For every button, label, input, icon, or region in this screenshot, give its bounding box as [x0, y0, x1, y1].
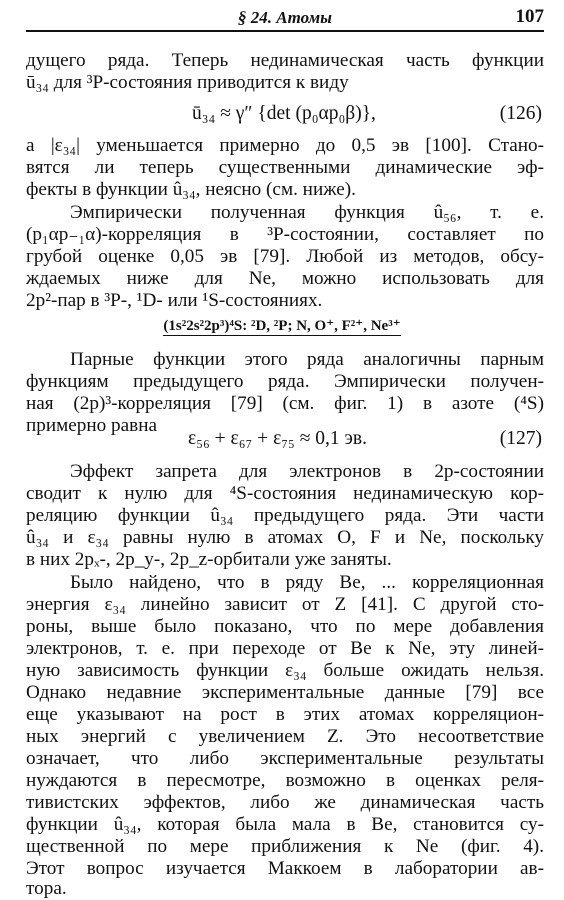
text-line: означает, что либо экспериментальные результаты — [26, 748, 544, 769]
text-line: фекты в функции û₃₄, неясно (см. ниже). — [26, 179, 356, 200]
equation-127: ε₅₆ + ε₆₇ + ε₇₅ ≈ 0,1 эв. — [188, 428, 368, 449]
text-line: а |ε₃₄| уменьшается примерно до 0,5 эв [100]. Стано- — [26, 135, 544, 156]
text-line: в них 2pₓ-, 2p_y-, 2p_z-орбитали уже заняты. — [26, 549, 392, 570]
text-line: Однако недавние экспериментальные данные [79] все — [26, 682, 544, 703]
equation-number-127: (127) — [499, 428, 542, 449]
text-line: функциям предыдущего ряда. Эмпирически получен- — [26, 371, 544, 392]
equation-number-126: (126) — [499, 103, 542, 124]
text-line: функции û₃₄, которая была мала в Be, становится су- — [26, 814, 544, 835]
text-line: тора. — [26, 878, 67, 899]
text-line: тивистских эффектов, либо же динамическая часть — [26, 792, 544, 813]
text-line: грубой оценке 0,05 эв [79]. Любой из методов, обсу- — [26, 246, 544, 267]
page-number: 107 — [515, 6, 544, 27]
text-line: дущего ряда. Теперь нединамическая часть функции — [26, 50, 544, 71]
text-line: примерно равна — [26, 415, 157, 436]
running-header — [26, 6, 544, 30]
text-line: сводит к нулю для ⁴S-состояния нединамическую кор- — [26, 483, 544, 504]
text-line: реляцию функции û₃₄ предыдущего ряда. Эти части — [26, 505, 544, 526]
text-line: щественной по мере приближения к Ne (фиг. 4). — [26, 836, 544, 857]
header-title: § 24. Атомы — [238, 8, 332, 27]
text-line: Этот вопрос изучается Маккоем в лаборатории ав- — [26, 858, 544, 879]
text-line: нуждаются в пересмотре, возможно в оценках реля- — [26, 770, 544, 791]
text-line: ждаемых ниже для Ne, можно использовать для — [26, 268, 544, 289]
text-line: (p₁αp₋₁α)-корреляция в ³P-состоянии, составляет по — [26, 224, 544, 245]
text-line: ная (2p)³-корреляция [79] (см. фиг. 1) в азоте (⁴S) — [26, 393, 544, 414]
text-line: Эффект запрета для электронов в 2p-состоянии — [70, 461, 544, 482]
text-line: û₃₄ и ε₃₄ равны нулю в атомах O, F и Ne, поскольку — [26, 527, 544, 548]
text-line: энергия ε₃₄ линейно зависит от Z [41]. С другой сто- — [26, 594, 544, 615]
header-rule — [26, 30, 544, 32]
text-line: ных энергий с увеличением Z. Это несоответствие — [26, 726, 544, 747]
section-heading — [0, 316, 564, 335]
text-line: Эмпирически полученная функция û₅₆, т. е. — [70, 202, 544, 223]
text-line: роны, выше было показано, что по мере добавления — [26, 616, 544, 637]
text-line: Парные функции этого ряда аналогичны парным — [70, 349, 544, 370]
text-line: вятся ли теперь существенными динамические эф- — [26, 157, 544, 178]
section-heading-text: (1s²2s²2p³)⁴S: ²D, ²P; N, O⁺, F²⁺, Ne³⁺ — [163, 318, 401, 334]
text-line: электронов, т. е. при переходе от Be к Ne, эту линей- — [26, 638, 544, 659]
text-line: ū₃₄ для ³P-состояния приводится к виду — [26, 72, 349, 93]
text-line: ную зависимость функции ε₃₄ больше ожидать нельзя. — [26, 660, 544, 681]
equation-126: ū₃₄ ≈ γ″ {det (p₀αp₀β)}, — [192, 103, 376, 124]
text-line: Было найдено, что в ряду Be, ... корреляционная — [70, 572, 544, 593]
text-line: 2p²-пар в ³P-, ¹D- или ¹S-состояниях. — [26, 290, 323, 311]
text-line: еще указывают на рост в этих атомах корреляцион- — [26, 704, 544, 725]
